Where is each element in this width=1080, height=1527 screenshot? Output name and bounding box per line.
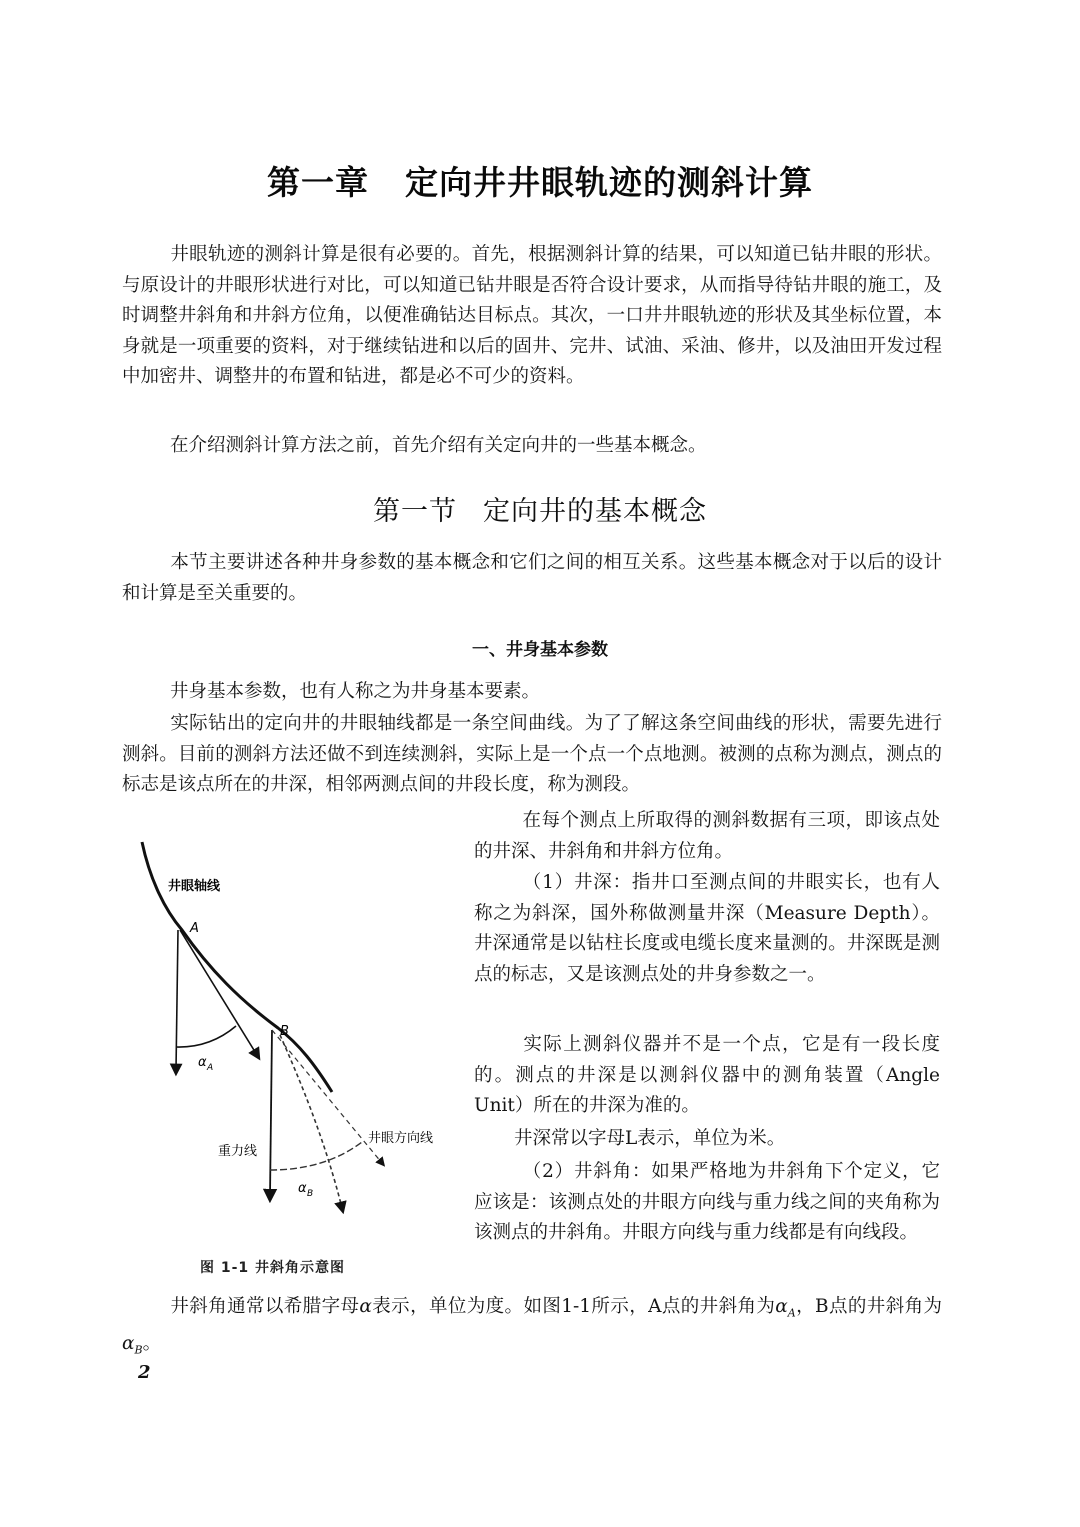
gravity-line-b — [270, 1030, 272, 1196]
direction-line-a — [180, 930, 257, 1055]
right-paragraph-2: （1）井深：指井口至测点间的井眼实长，也有人称之为斜深，国外称做测量井深（Measure Depth）。井深通常是以钻柱长度或电缆长度来量测的。井深既是测点的标志，又是该测点处的井身参数之一。 — [474, 872, 940, 985]
arc-alpha-a — [176, 1026, 236, 1047]
page-number: 2 — [138, 1362, 151, 1383]
label-direction-line: 井眼方向线 — [368, 1131, 434, 1146]
chapter-title — [0, 157, 1080, 204]
figure-caption: 图 1-1 井斜角示意图 — [200, 1260, 346, 1276]
closing-paragraph: 井斜角通常以希腊字母α表示，单位为度。如图1-1所示，A点的井斜角为$\alpha_A$，B点的井斜角为$\alpha_B$。 — [122, 1296, 942, 1357]
arc-alpha-b — [270, 1142, 362, 1170]
body-paragraph-1: 井身基本参数，也有人称之为井身基本要素。 — [170, 681, 541, 702]
intro-paragraph-1: 井眼轨迹的测斜计算是很有必要的。首先，根据测斜计算的结果，可以知道已钻井眼的形状。与原设计的井眼形状进行对比，可以知道已钻井眼是否符合设计要求，从而指导待钻井眼的施工，及时调整井斜角和井斜方位角，以便准确钻达目标点。其次，一口井井眼轨迹的形状及其坐标位置，本身就是一项重要的资料，对于继续钻进和以后的固井、完井、试油、采油、修井，以及油田开发过程中加密井、调整井的布置和钻进，都是必不可少的资料。 — [122, 244, 942, 387]
label-point-b: B — [280, 1024, 289, 1039]
label-point-a: A — [190, 921, 199, 936]
label-alpha-a: α — [198, 1055, 207, 1070]
figure-inclination-diagram — [110, 830, 470, 1250]
label-alpha-b-sub: B — [307, 1189, 314, 1199]
subsection-title: 一、井身基本参数 — [472, 640, 608, 660]
label-alpha-b: α — [298, 1181, 307, 1196]
section-title-text: 定向井的基本概念 — [483, 496, 707, 527]
label-alpha-a-sub: A — [207, 1063, 214, 1073]
right-paragraph-1: 在每个测点上所取得的测斜数据有三项，即该点处的井深、井斜角和井斜方位角。 — [474, 810, 940, 862]
right-paragraph-3: 实际上测斜仪器并不是一个点，它是有一段长度的。测点的井深是以测斜仪器中的测角装置（Angle Unit）所在的井深为准的。 — [474, 1034, 940, 1116]
section-title — [0, 489, 1080, 528]
right-paragraph-5: （2）井斜角：如果严格地为井斜角下个定义，它应该是：该测点处的井眼方向线与重力线之间的夹角称为该测点的井斜角。井眼方向线与重力线都是有向线段。 — [474, 1161, 940, 1243]
label-well-axis: 井眼轴线 — [168, 879, 221, 894]
chapter-title-text: 定向井井眼轨迹的测斜计算 — [405, 163, 813, 202]
section-number: 第一节 — [373, 496, 457, 527]
intro-paragraph-2: 在介绍测斜计算方法之前，首先介绍有关定向井的一些基本概念。 — [170, 435, 707, 456]
body-paragraph-2: 实际钻出的定向井的井眼轴线都是一条空间曲线。为了了解这条空间曲线的形状，需要先进行测斜。目前的测斜方法还做不到连续测斜，实际上是一个点一个点地测。被测的点称为测点，测点的标志是该点所在的井深，相邻两测点间的井段长度，称为测段。 — [122, 713, 942, 795]
section-intro: 本节主要讲述各种井身参数的基本概念和它们之间的相互关系。这些基本概念对于以后的设计和计算是至关重要的。 — [122, 552, 942, 604]
chapter-number: 第一章 — [267, 163, 369, 202]
label-gravity-line: 重力线 — [218, 1144, 258, 1159]
gravity-line-a — [176, 930, 178, 1070]
right-paragraph-4: 井深常以字母L表示，单位为米。 — [514, 1128, 786, 1149]
direction-line-b — [272, 1030, 382, 1163]
